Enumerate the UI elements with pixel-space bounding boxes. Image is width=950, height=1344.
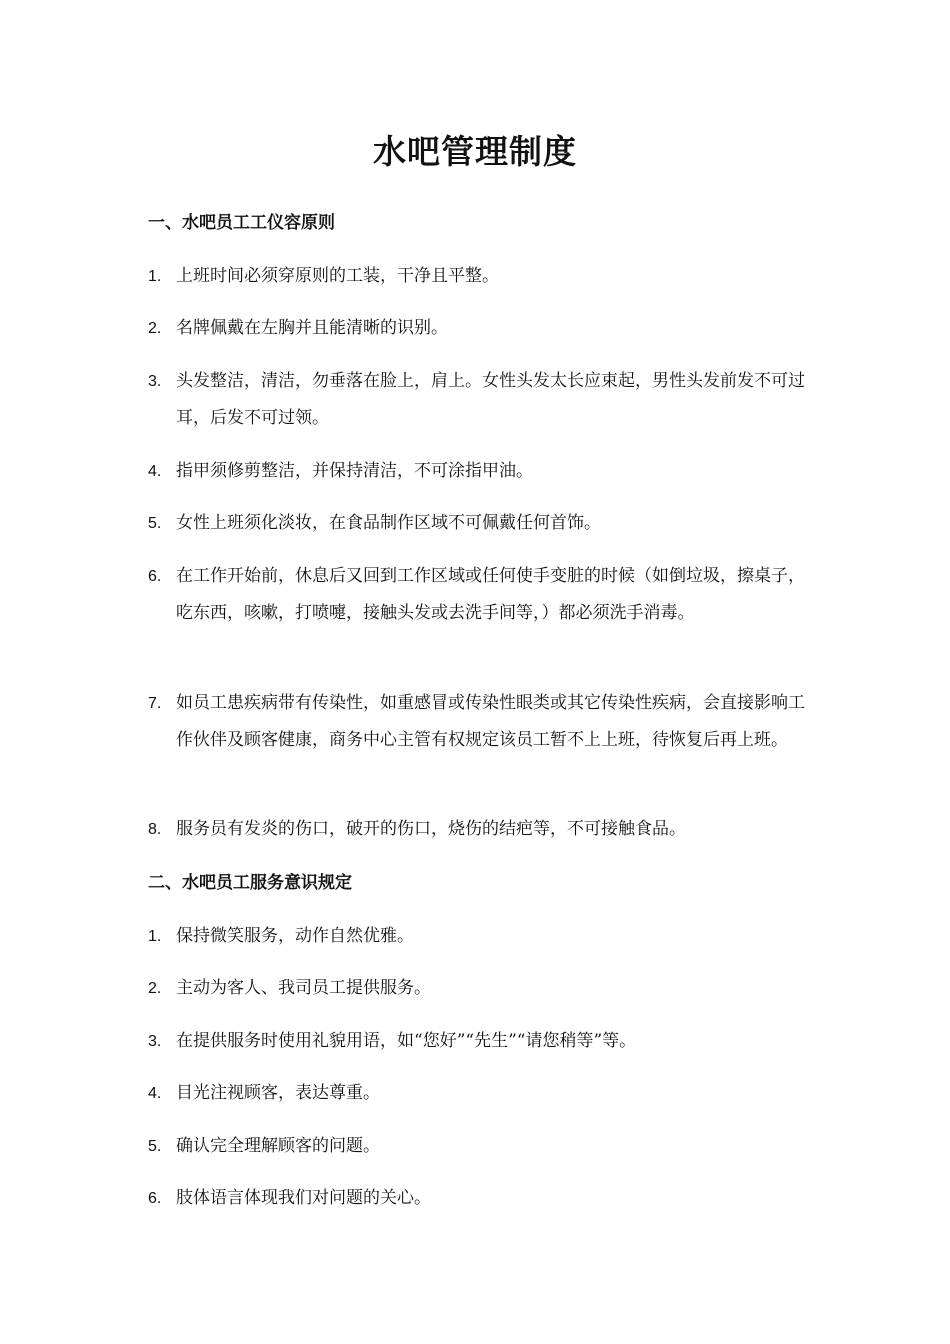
list-item <box>148 505 828 542</box>
list-item-number: 1. <box>148 928 162 945</box>
list-item-number: 4. <box>148 1085 162 1102</box>
list-item-text: 头发整洁，清洁，勿垂落在脸上，肩上。女性头发太长应束起，男性头发前发不可过耳，后发不可过领。 <box>176 371 805 428</box>
list-item <box>148 685 828 759</box>
list-item <box>148 1128 828 1165</box>
list-item <box>148 811 828 848</box>
list-item-text: 在提供服务时使用礼貌用语，如“您好”“先生”“请您稍等”等。 <box>176 1031 637 1051</box>
list-item <box>148 258 828 295</box>
list-item <box>148 363 828 437</box>
list-item-text: 主动为客人、我司员工提供服务。 <box>176 978 431 998</box>
list-item-text: 上班时间必须穿原则的工装，干净且平整。 <box>176 266 499 286</box>
list-item-number: 1. <box>148 268 162 285</box>
list-item-number: 5. <box>148 515 162 532</box>
list-item <box>148 1023 828 1060</box>
list-item <box>148 918 828 955</box>
section-heading: 一、水吧员工工仪容原则 <box>148 213 335 233</box>
list-item-number: 7. <box>148 695 162 712</box>
list-item-number: 5. <box>148 1138 162 1155</box>
document-title: 水吧管理制度 <box>373 132 577 171</box>
list-item-number: 2. <box>148 320 162 337</box>
list-item-text: 目光注视顾客，表达尊重。 <box>176 1083 380 1103</box>
list-item <box>148 1075 828 1112</box>
list-item-number: 3. <box>148 1033 162 1050</box>
list-item-number: 6. <box>148 1190 162 1207</box>
list-item-text: 如员工患疾病带有传染性，如重感冒或传染性眼类或其它传染性疾病，会直接影响工作伙伴及顾客健康，商务中心主管有权规定该员工暂不上上班，待恢复后再上班。 <box>176 693 805 750</box>
list-item-number: 3. <box>148 373 162 390</box>
list-item-text: 确认完全理解顾客的问题。 <box>176 1136 380 1156</box>
list-item-text: 服务员有发炎的伤口，破开的伤口，烧伤的结疤等，不可接触食品。 <box>176 819 686 839</box>
list-item-text: 在工作开始前，休息后又回到工作区域或任何使手变脏的时候（如倒垃圾，擦桌子，吃东西，咳嗽，打喷嚏，接触头发或去洗手间等，）都必须洗手消毒。 <box>176 566 805 623</box>
list-item-number: 4. <box>148 463 162 480</box>
list-item <box>148 310 828 347</box>
list-item-number: 6. <box>148 568 162 585</box>
list-item <box>148 1180 828 1217</box>
list-item-text: 指甲须修剪整洁，并保持清洁，不可涂指甲油。 <box>176 461 533 481</box>
list-item-text: 女性上班须化淡妆，在食品制作区域不可佩戴任何首饰。 <box>176 513 601 533</box>
section-heading: 二、水吧员工服务意识规定 <box>148 873 352 893</box>
list-item-text: 肢体语言体现我们对问题的关心。 <box>176 1188 431 1208</box>
list-item-text: 保持微笑服务，动作自然优雅。 <box>176 926 414 946</box>
list-item <box>148 558 828 632</box>
list-item-number: 8. <box>148 821 162 838</box>
list-item-number: 2. <box>148 980 162 997</box>
list-item <box>148 453 828 490</box>
list-item <box>148 970 828 1007</box>
list-item-text: 名牌佩戴在左胸并且能清晰的识别。 <box>176 318 448 338</box>
